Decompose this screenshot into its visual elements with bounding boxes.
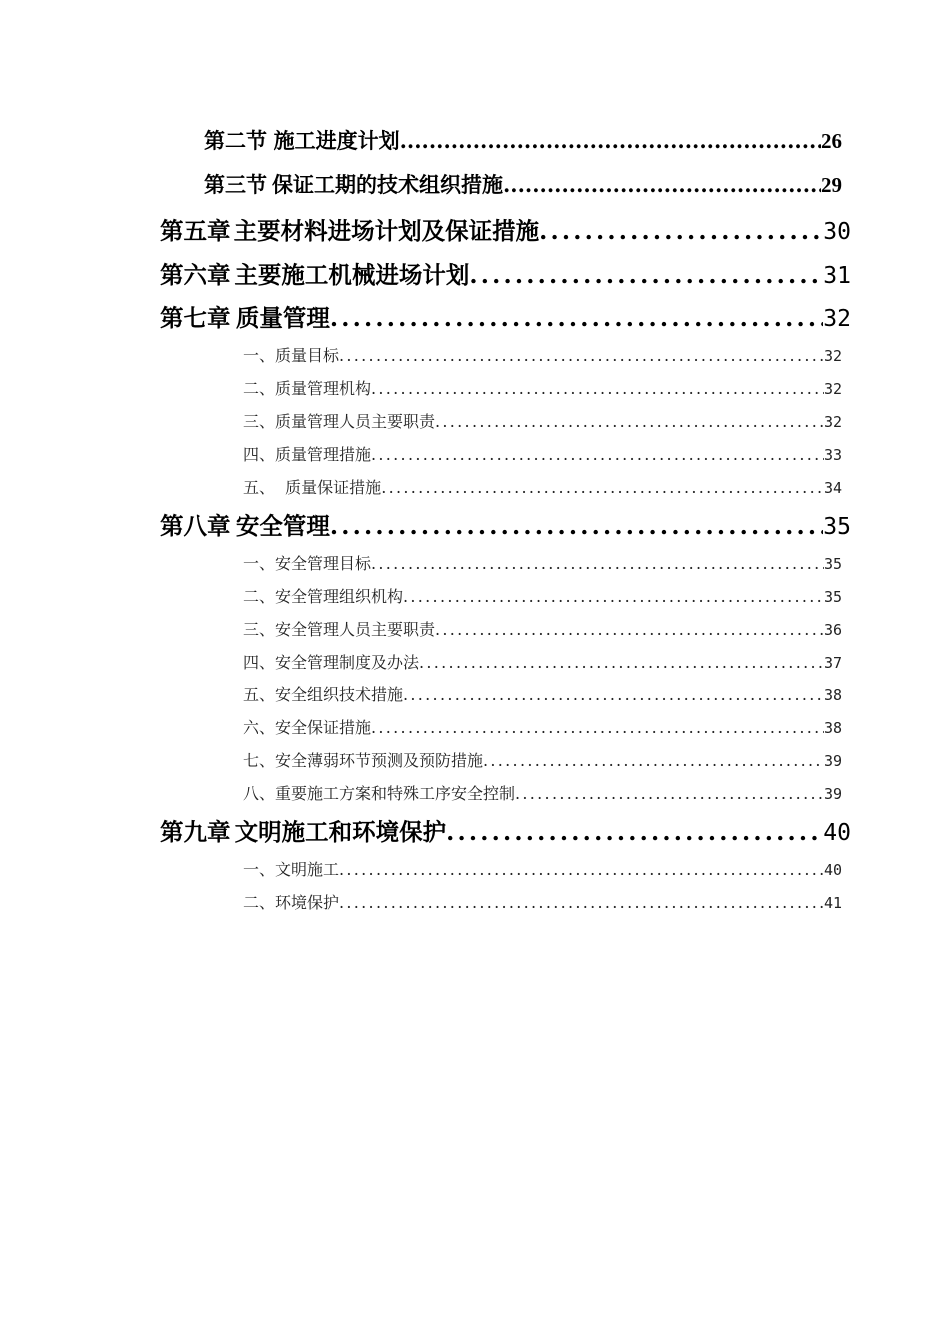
toc-chapter-title: 安全管理 xyxy=(235,512,330,540)
toc-chapter-title: 主要施工机械进场计划 xyxy=(234,261,470,289)
toc-page-number: 29 xyxy=(821,173,842,197)
toc-page-number: 26 xyxy=(821,129,842,153)
toc-leader-dots xyxy=(371,554,824,573)
toc-leader-dots xyxy=(381,478,824,497)
toc-item-label: 三、安全管理人员主要职责 xyxy=(243,620,436,639)
toc-item-label: 二、安全管理组织机构 xyxy=(243,587,404,606)
toc-item-entry[interactable] xyxy=(243,682,842,706)
toc-chapter-number: 第七章 xyxy=(160,304,231,332)
toc-item-entry[interactable] xyxy=(243,409,842,433)
toc-item-entry[interactable] xyxy=(243,857,842,881)
toc-section-entry[interactable] xyxy=(204,169,842,199)
toc-leader-dots xyxy=(503,172,821,197)
toc-item-label: 一、安全管理目标 xyxy=(243,554,372,573)
toc-leader-dots xyxy=(339,346,824,365)
toc-page-number: 30 xyxy=(823,219,851,245)
toc-section-entry[interactable] xyxy=(204,125,842,155)
toc-page-number: 36 xyxy=(823,621,842,639)
toc-item-entry[interactable] xyxy=(243,442,842,466)
toc-page-number: 31 xyxy=(823,263,851,289)
toc-chapter-entry[interactable] xyxy=(160,813,851,847)
toc-item-entry[interactable] xyxy=(243,343,842,367)
toc-item-entry[interactable] xyxy=(243,650,842,674)
toc-leader-dots xyxy=(435,620,824,639)
toc-item-label: 一、质量目标 xyxy=(243,346,340,365)
toc-item-entry[interactable] xyxy=(243,551,842,575)
toc-leader-dots xyxy=(371,379,824,398)
toc-page-number: 38 xyxy=(823,686,842,704)
toc-item-label: 三、质量管理人员主要职责 xyxy=(243,412,436,431)
toc-chapter-title: 主要材料进场计划及保证措施 xyxy=(233,217,540,245)
toc-item-label: 四、安全管理制度及办法 xyxy=(243,653,420,672)
toc-page-number: 37 xyxy=(823,654,842,672)
toc-leader-dots xyxy=(419,653,824,672)
toc-chapter-number: 第八章 xyxy=(160,512,231,540)
toc-leader-dots xyxy=(330,512,823,540)
toc-leader-dots xyxy=(339,860,824,879)
toc-chapter-entry[interactable] xyxy=(160,507,851,541)
toc-leader-dots xyxy=(446,818,823,846)
toc-item-label: 七、安全薄弱环节预测及预防措施 xyxy=(243,751,484,770)
toc-page-number: 40 xyxy=(823,820,851,846)
toc-leader-dots xyxy=(483,751,824,770)
toc-leader-dots xyxy=(539,217,823,245)
toc-item-entry[interactable] xyxy=(243,475,842,499)
toc-chapter-entry[interactable] xyxy=(160,212,851,246)
toc-page-number: 41 xyxy=(823,894,842,912)
toc-item-entry[interactable] xyxy=(243,376,842,400)
toc-leader-dots xyxy=(371,445,824,464)
toc-item-label: 二、环境保护 xyxy=(243,893,340,912)
toc-page-number: 35 xyxy=(823,514,851,540)
toc-section-number: 第三节 xyxy=(204,172,267,197)
toc-chapter-number: 第五章 xyxy=(160,217,231,245)
toc-item-entry[interactable] xyxy=(243,584,842,608)
toc-page-number: 35 xyxy=(823,555,842,573)
toc-item-entry[interactable] xyxy=(243,781,842,805)
toc-page-number: 34 xyxy=(823,479,842,497)
toc-page-number: 40 xyxy=(823,861,842,879)
toc-item-label: 二、质量管理机构 xyxy=(243,379,372,398)
toc-page-number: 38 xyxy=(823,719,842,737)
toc-item-entry[interactable] xyxy=(243,748,842,772)
toc-item-entry[interactable] xyxy=(243,715,842,739)
toc-leader-dots xyxy=(403,587,824,606)
toc-chapter-title: 文明施工和环境保护 xyxy=(234,818,447,846)
toc-item-label: 八、重要施工方案和特殊工序安全控制 xyxy=(243,784,516,803)
toc-item-label: 五、安全组织技术措施 xyxy=(243,685,404,704)
toc-page-number: 39 xyxy=(823,785,842,803)
toc-leader-dots xyxy=(515,784,824,803)
toc-section-number: 第二节 xyxy=(204,128,267,153)
toc-page-number: 32 xyxy=(823,347,842,365)
toc-item-label: 五、 质量保证措施 xyxy=(243,478,382,497)
toc-item-label: 六、安全保证措施 xyxy=(243,718,372,737)
toc-chapter-number: 第六章 xyxy=(160,261,231,289)
toc-section-title: 施工进度计划 xyxy=(273,128,400,153)
toc-chapter-number: 第九章 xyxy=(160,818,231,846)
toc-leader-dots xyxy=(400,128,821,153)
toc-chapter-entry[interactable] xyxy=(160,299,851,333)
toc-page-number: 33 xyxy=(823,446,842,464)
toc-chapter-title: 质量管理 xyxy=(235,304,330,332)
toc-section-title: 保证工期的技术组织措施 xyxy=(271,172,503,197)
toc-item-label: 四、质量管理措施 xyxy=(243,445,372,464)
toc-leader-dots xyxy=(435,412,824,431)
toc-leader-dots xyxy=(469,261,823,289)
toc-page-number: 35 xyxy=(823,588,842,606)
toc-leader-dots xyxy=(330,304,823,332)
toc-leader-dots xyxy=(371,718,824,737)
toc-item-entry[interactable] xyxy=(243,617,842,641)
toc-page-number: 32 xyxy=(823,380,842,398)
toc-page-number: 32 xyxy=(823,306,851,332)
toc-chapter-entry[interactable] xyxy=(160,256,851,290)
toc-leader-dots xyxy=(403,685,824,704)
toc-leader-dots xyxy=(339,893,824,912)
toc-page-number: 32 xyxy=(823,413,842,431)
toc-item-entry[interactable] xyxy=(243,890,842,914)
toc-item-label: 一、文明施工 xyxy=(243,860,340,879)
toc-page-number: 39 xyxy=(823,752,842,770)
